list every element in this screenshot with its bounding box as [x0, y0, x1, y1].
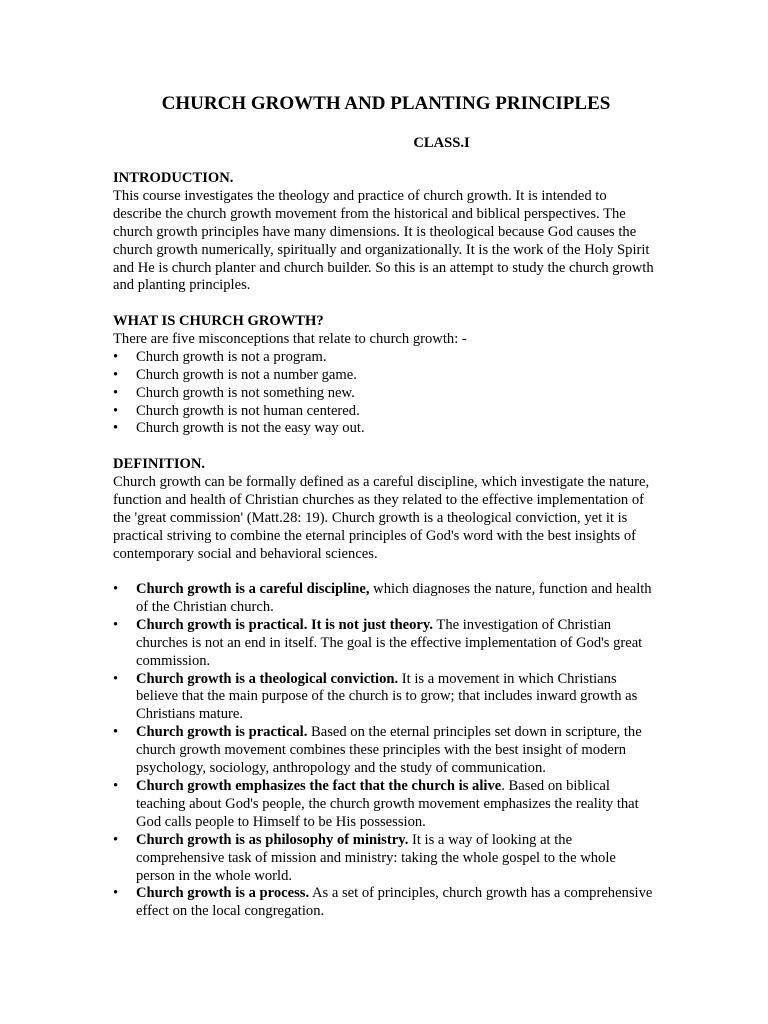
- list-item-text: Church growth is not a program.: [136, 348, 327, 365]
- list-item-text: Church growth is not a number game.: [136, 366, 357, 383]
- what-is-lead: There are five misconceptions that relate to church growth: -: [113, 330, 467, 347]
- list-item: [113, 885, 658, 921]
- point-text: It is a way of looking at the comprehensive task of mission and ministry: taking the whole gospel to the whole person in the whole world.: [136, 831, 616, 884]
- list-item: [113, 671, 658, 725]
- point-bold-text: Church growth is practical.: [136, 724, 308, 741]
- list-item: [113, 778, 658, 832]
- list-item: [113, 385, 658, 403]
- list-item-text: Church growth is not the easy way out.: [136, 420, 365, 437]
- list-item: [113, 420, 658, 438]
- bullet-icon: •: [113, 384, 119, 401]
- list-item: [113, 403, 658, 421]
- point-text: It is a movement in which Christians believe that the main purpose of the church is to grow; that includes inward growth as Christians mature.: [136, 670, 638, 723]
- definition-section: [113, 456, 658, 563]
- point-text: which diagnoses the nature, function and health of the Christian church.: [136, 581, 652, 615]
- bullet-icon: •: [113, 402, 119, 419]
- list-item-text: Church growth is not something new.: [136, 384, 355, 401]
- bullet-icon: •: [113, 670, 119, 687]
- what-is-section: [113, 313, 658, 438]
- definition-points: [113, 581, 658, 921]
- list-item: [113, 832, 658, 886]
- bullet-icon: •: [113, 581, 119, 597]
- list-item: [113, 367, 658, 385]
- bullet-icon: •: [113, 777, 119, 794]
- what-is-heading: WHAT IS CHURCH GROWTH?: [113, 313, 324, 329]
- introduction-text: This course investigates the theology and practice of church growth. It is intended to describe the church growth movement from the historical and biblical perspectives. The church growth principles have many dimensions. It is theological because God causes the church growth numerically, spiritually and organizationally. It is the work of the Holy Spirit and He is church planter and church builder. So this is an attempt to study the church growth and planting principles.: [113, 187, 654, 294]
- bullet-icon: •: [113, 885, 119, 902]
- bullet-icon: •: [113, 366, 119, 383]
- point-bold-text: Church growth is as philosophy of ministry.: [136, 831, 409, 848]
- point-bold-text: Church growth is practical. It is not just theory.: [136, 616, 434, 633]
- class-label: CLASS.I: [413, 135, 470, 151]
- points-list: [113, 581, 658, 921]
- point-bold-text: Church growth is a careful discipline,: [136, 581, 370, 597]
- point-text: . Based on biblical teaching about God's people, the church growth movement emphasizes the reality that God calls people to Himself to be His possession.: [136, 777, 639, 830]
- list-item-text: Church growth is not human centered.: [136, 402, 360, 419]
- list-item: [113, 349, 658, 367]
- definition-heading: DEFINITION.: [113, 456, 206, 472]
- introduction-heading: INTRODUCTION.: [113, 170, 234, 186]
- bullet-icon: •: [113, 420, 119, 437]
- point-text: Based on the eternal principles set down in scripture, the church growth movement combines these principles with the best insight of modern psychology, sociology, anthropology and the study of communication.: [136, 724, 642, 777]
- bullet-icon: •: [113, 348, 119, 365]
- bullet-icon: •: [113, 616, 119, 633]
- bullet-icon: •: [113, 724, 119, 741]
- point-bold-text: Church growth emphasizes the fact that the church is alive: [136, 777, 502, 794]
- definition-text: Church growth can be formally defined as a careful discipline, which investigate the nature, function and health of Christian churches as they related to the effective implementation of the 'great commission' (Matt.28: 19). Church growth is a theological conviction, yet it is practical striving to combine the eternal principles of God's word with the best insights of contemporary social and behavioral sciences.: [113, 473, 650, 562]
- point-bold-text: Church growth is a theological conviction.: [136, 670, 399, 687]
- bullet-icon: •: [113, 831, 119, 848]
- point-text: As a set of principles, church growth has a comprehensive effect on the local congregation.: [136, 885, 653, 920]
- document-title: CHURCH GROWTH AND PLANTING PRINCIPLES: [161, 93, 611, 114]
- list-item: [113, 617, 658, 671]
- point-bold-text: Church growth is a process.: [136, 885, 310, 902]
- misconception-list: [113, 349, 658, 439]
- point-text: The investigation of Christian churches is not an end in itself. The goal is the effective implementation of God's great commission.: [136, 616, 643, 669]
- introduction-section: [113, 170, 658, 295]
- list-item: [113, 724, 658, 778]
- list-item: [113, 581, 658, 617]
